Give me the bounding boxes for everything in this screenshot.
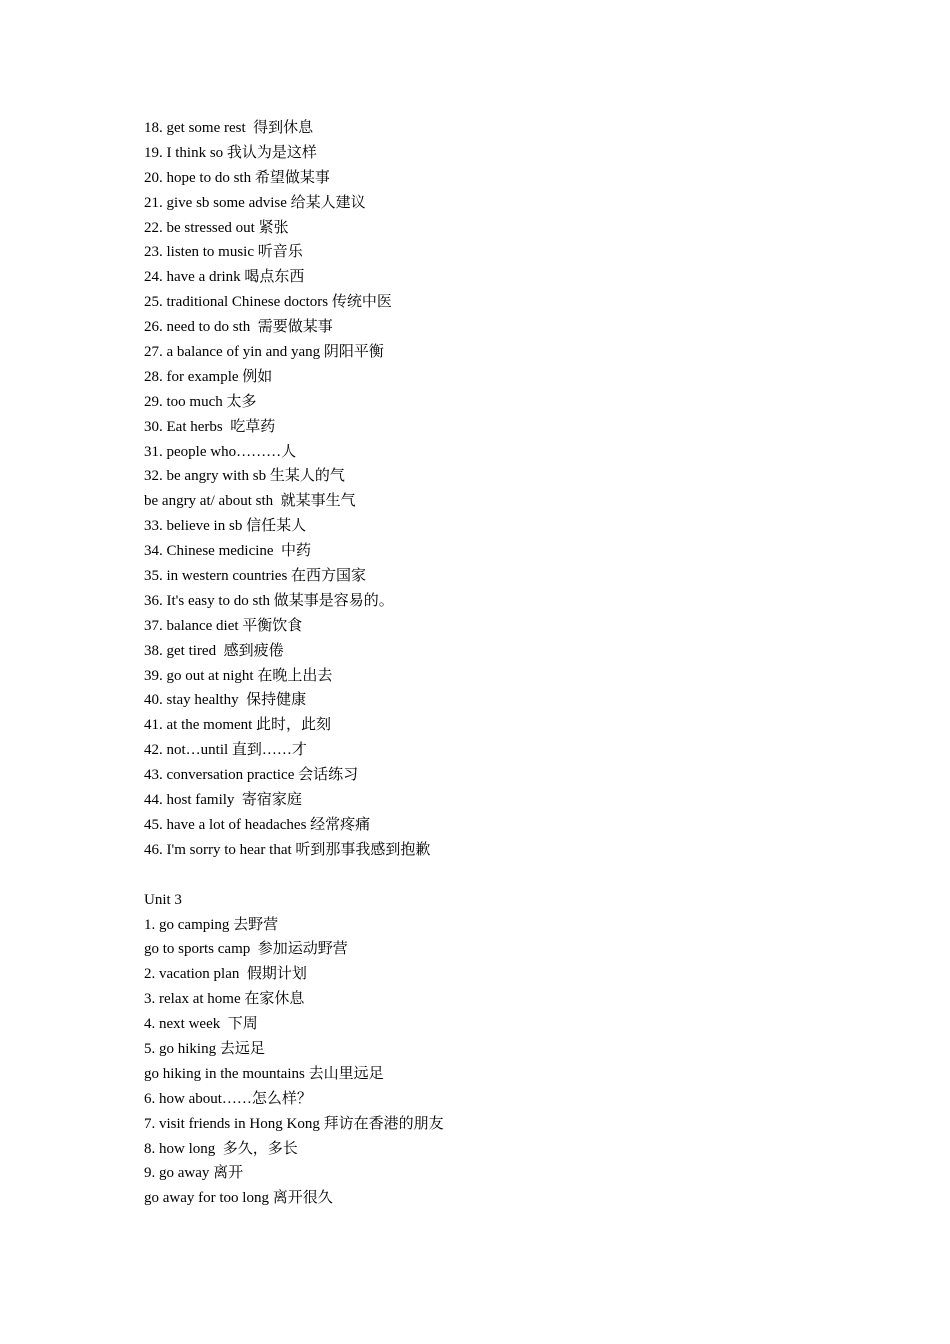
list-item: 38. get tired 感到疲倦 xyxy=(144,642,284,659)
unit-heading: Unit 3 xyxy=(144,891,182,908)
list-item: 35. in western countries 在西方国家 xyxy=(144,568,367,585)
list-item: 7. visit friends in Hong Kong 拜访在香港的朋友 xyxy=(144,1115,444,1132)
list-item: 29. too much 太多 xyxy=(144,393,257,410)
list-item: 24. have a drink 喝点东西 xyxy=(144,269,305,286)
list-item: 18. get some rest 得到休息 xyxy=(144,120,314,136)
list-item: 4. next week 下周 xyxy=(144,1016,258,1033)
list-item: 36. It's easy to do sth 做某事是容易的。 xyxy=(144,592,394,609)
list-item: 30. Eat herbs 吃草药 xyxy=(144,418,276,435)
list-item: 44. host family 寄宿家庭 xyxy=(144,792,302,809)
list-item: 19. I think so 我认为是这样 xyxy=(144,144,317,161)
list-item: 34. Chinese medicine 中药 xyxy=(144,543,312,560)
list-item: 37. balance diet 平衡饮食 xyxy=(144,617,303,634)
list-item: 25. traditional Chinese doctors 传统中医 xyxy=(144,294,392,311)
list-item: 31. people who………人 xyxy=(144,443,297,460)
list-item: 20. hope to do sth 希望做某事 xyxy=(144,169,330,186)
list-item: 23. listen to music 听音乐 xyxy=(144,244,303,261)
list-section-1 xyxy=(144,116,904,863)
list-item: 5. go hiking 去远足 xyxy=(144,1040,265,1057)
list-item: 42. not…until 直到……才 xyxy=(144,742,307,759)
list-item: 3. relax at home 在家休息 xyxy=(144,991,305,1008)
list-item: 28. for example 例如 xyxy=(144,368,273,385)
list-item: 39. go out at night 在晚上出去 xyxy=(144,667,333,684)
list-item: 6. how about……怎么样？ xyxy=(144,1090,312,1107)
list-item: 2. vacation plan 假期计划 xyxy=(144,966,307,983)
list-item: 8. how long 多久，多长 xyxy=(144,1140,298,1157)
section-spacer xyxy=(144,863,904,888)
list-item: 21. give sb some advise 给某人建议 xyxy=(144,194,366,211)
list-section-2 xyxy=(144,913,904,1212)
list-item: 33. believe in sb 信任某人 xyxy=(144,518,307,535)
list-item: 22. be stressed out 紧张 xyxy=(144,219,289,236)
list-item: 1. go camping 去野营 xyxy=(144,916,279,933)
list-item: 43. conversation practice 会话练习 xyxy=(144,767,359,784)
list-item: go away for too long 离开很久 xyxy=(144,1190,333,1207)
list-item: 9. go away 离开 xyxy=(144,1165,244,1182)
list-item: 41. at the moment 此时，此刻 xyxy=(144,717,332,734)
list-item: 32. be angry with sb 生某人的气 xyxy=(144,468,345,485)
list-item: 27. a balance of yin and yang 阴阳平衡 xyxy=(144,344,384,361)
list-item: be angry at/ about sth 就某事生气 xyxy=(144,493,356,510)
list-item: go hiking in the mountains 去山里远足 xyxy=(144,1065,384,1082)
list-item: go to sports camp 参加运动野营 xyxy=(144,941,348,958)
list-item: 46. I'm sorry to hear that 听到那事我感到抱歉 xyxy=(144,841,431,858)
list-item: 40. stay healthy 保持健康 xyxy=(144,692,307,709)
list-item: 45. have a lot of headaches 经常疼痛 xyxy=(144,816,371,833)
vocabulary-list xyxy=(144,116,904,1211)
list-item: 26. need to do sth 需要做某事 xyxy=(144,319,333,336)
